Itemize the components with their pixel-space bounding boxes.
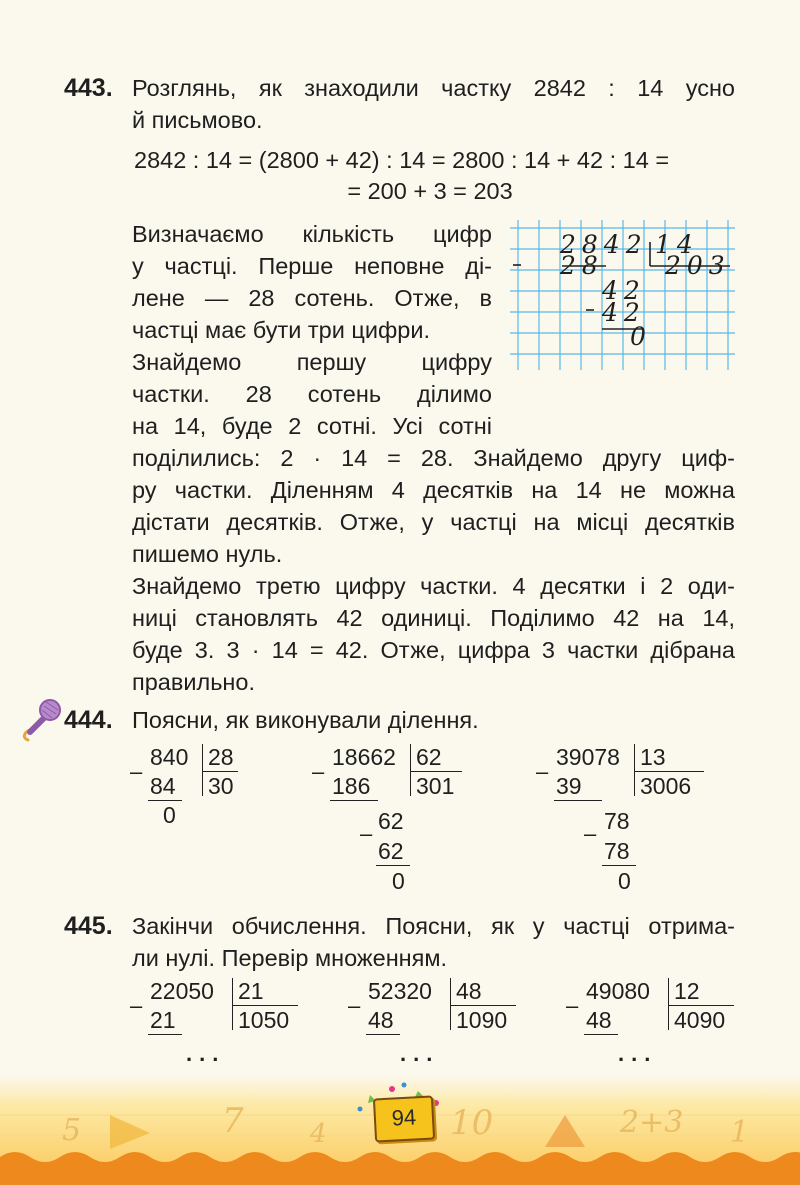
result: 0 — [618, 868, 631, 894]
explanation-line: Знайдемо першу цифру — [132, 349, 492, 375]
deco-digit: 10 — [450, 1103, 494, 1143]
minus-sign: – — [566, 993, 579, 1018]
result: 0 — [392, 868, 405, 894]
quotient: 30 — [208, 773, 234, 799]
quotient: 3006 — [640, 773, 692, 799]
explanation-line: у частці. Перше неповне ді- — [132, 253, 492, 279]
microphone-icon — [20, 694, 62, 744]
dividend: 18662 — [332, 744, 396, 770]
quotient: 4090 — [674, 1007, 726, 1033]
subtrahend: 48 — [368, 1007, 394, 1033]
minus-sign: – — [130, 993, 143, 1018]
exercise-443-equation-line-1: 2842 : 14 = (2800 + 42) : 14 = 2800 : 14 + 42 : 14 = — [134, 147, 670, 173]
explanation-line: Знайдемо третю цифру частки. 4 десятки і 2 оди- — [132, 573, 735, 599]
minus-sign: – — [348, 993, 361, 1018]
exercise-444-text: Поясни, як виконували ділення. — [132, 707, 479, 733]
explanation-line: поділились: 2 · 14 = 28. Знайдемо другу циф- — [132, 445, 735, 471]
divisor: 21 — [238, 978, 264, 1004]
exercise-443-intro-line-1: Розглянь, як знаходили частку 2842 : 14 усно — [132, 75, 735, 101]
quotient: 301 — [416, 773, 455, 799]
explanation-line: ру частки. Діленням 4 десятків на 14 не можна — [132, 477, 735, 503]
explanation-line: дістати десятків. Отже, у частці на місці десятків — [132, 509, 735, 535]
minus-sign: – — [130, 759, 143, 784]
explanation-line: ниці становлять 42 одиниці. Поділимо 42 на 14, — [132, 605, 735, 631]
divisor: 48 — [456, 978, 482, 1004]
divisor: 12 — [674, 978, 700, 1004]
footer-decoration — [0, 1075, 800, 1185]
grid-subtrahend-1: 28 — [560, 251, 604, 280]
explanation-line: на 14, буде 2 сотні. Усі сотні — [132, 413, 492, 439]
deco-digit: 1 — [730, 1115, 750, 1150]
dividend: 39078 — [556, 744, 620, 770]
explanation-line: пишемо нуль. — [132, 541, 283, 567]
grid-divisor: 14 — [655, 230, 699, 259]
grid-result: 0 — [630, 322, 646, 351]
explanation-line: буде 3. 3 · 14 = 42. Отже, цифра 3 частки дібрана — [132, 637, 735, 663]
minus-sign: – — [536, 759, 549, 784]
exercise-443-equation-line-2: = 200 + 3 = 203 — [347, 178, 513, 204]
grid-quotient: 203 — [665, 251, 731, 280]
subtrahend: 48 — [586, 1007, 612, 1033]
remainder: 78 — [604, 808, 630, 834]
subtrahend: 186 — [332, 773, 371, 799]
exercise-443-number: 443. — [64, 74, 113, 102]
subtrahend: 78 — [604, 838, 630, 864]
explanation-line: Визначаємо кількість цифр — [132, 221, 492, 247]
minus-sign: – — [360, 821, 373, 846]
deco-digit: 7 — [222, 1101, 244, 1141]
quotient: 1050 — [238, 1007, 290, 1033]
division-445-2 — [348, 976, 528, 1066]
ellipsis: ... — [400, 1041, 440, 1066]
dividend: 22050 — [150, 978, 214, 1004]
grid-dividend: 2842 — [560, 230, 648, 259]
grid-remainder-1: 42 — [602, 276, 646, 305]
ellipsis: ... — [618, 1041, 658, 1066]
exercise-443-intro-line-2: й письмово. — [132, 107, 263, 133]
page-number: 94 — [391, 1104, 417, 1131]
grid-subtrahend-2: 42 — [602, 298, 646, 327]
explanation-line: лене — 28 сотень. Отже, в — [132, 285, 492, 311]
grid-division — [510, 220, 735, 370]
quotient: 1090 — [456, 1007, 508, 1033]
dividend: 49080 — [586, 978, 650, 1004]
explanation-line: частки. 28 сотень ділимо — [132, 381, 492, 407]
exercise-445-text-line-1: Закінчи обчислення. Поясни, як у частці отрима- — [132, 913, 735, 939]
division-445-1 — [130, 976, 310, 1066]
ellipsis: ... — [186, 1041, 226, 1066]
subtrahend: 39 — [556, 773, 582, 799]
division-444-2 — [312, 742, 482, 892]
division-444-3 — [536, 742, 716, 892]
exercise-444-number: 444. — [64, 706, 113, 734]
remainder: 62 — [378, 808, 404, 834]
subtrahend: 84 — [150, 773, 176, 799]
result: 0 — [163, 802, 176, 828]
minus-sign: – — [312, 759, 325, 784]
exercise-445-text-line-2: ли нулі. Перевір множенням. — [132, 945, 448, 971]
divisor: 28 — [208, 744, 234, 770]
subtrahend: 21 — [150, 1007, 176, 1033]
division-444-1 — [130, 742, 270, 832]
exercise-445-number: 445. — [64, 912, 113, 940]
subtrahend: 62 — [378, 838, 404, 864]
division-445-3 — [566, 976, 746, 1066]
dividend: 52320 — [368, 978, 432, 1004]
minus-sign: – — [584, 821, 597, 846]
divisor: 13 — [640, 744, 666, 770]
explanation-line: частці має бути три цифри. — [132, 317, 431, 343]
deco-digit: 5 — [62, 1113, 82, 1148]
deco-digit: 4 — [310, 1119, 327, 1149]
explanation-line: правильно. — [132, 669, 256, 695]
divisor: 62 — [416, 744, 442, 770]
deco-digit: 2+3 — [620, 1105, 684, 1140]
dividend: 840 — [150, 744, 189, 770]
page-number-badge — [373, 1095, 435, 1142]
